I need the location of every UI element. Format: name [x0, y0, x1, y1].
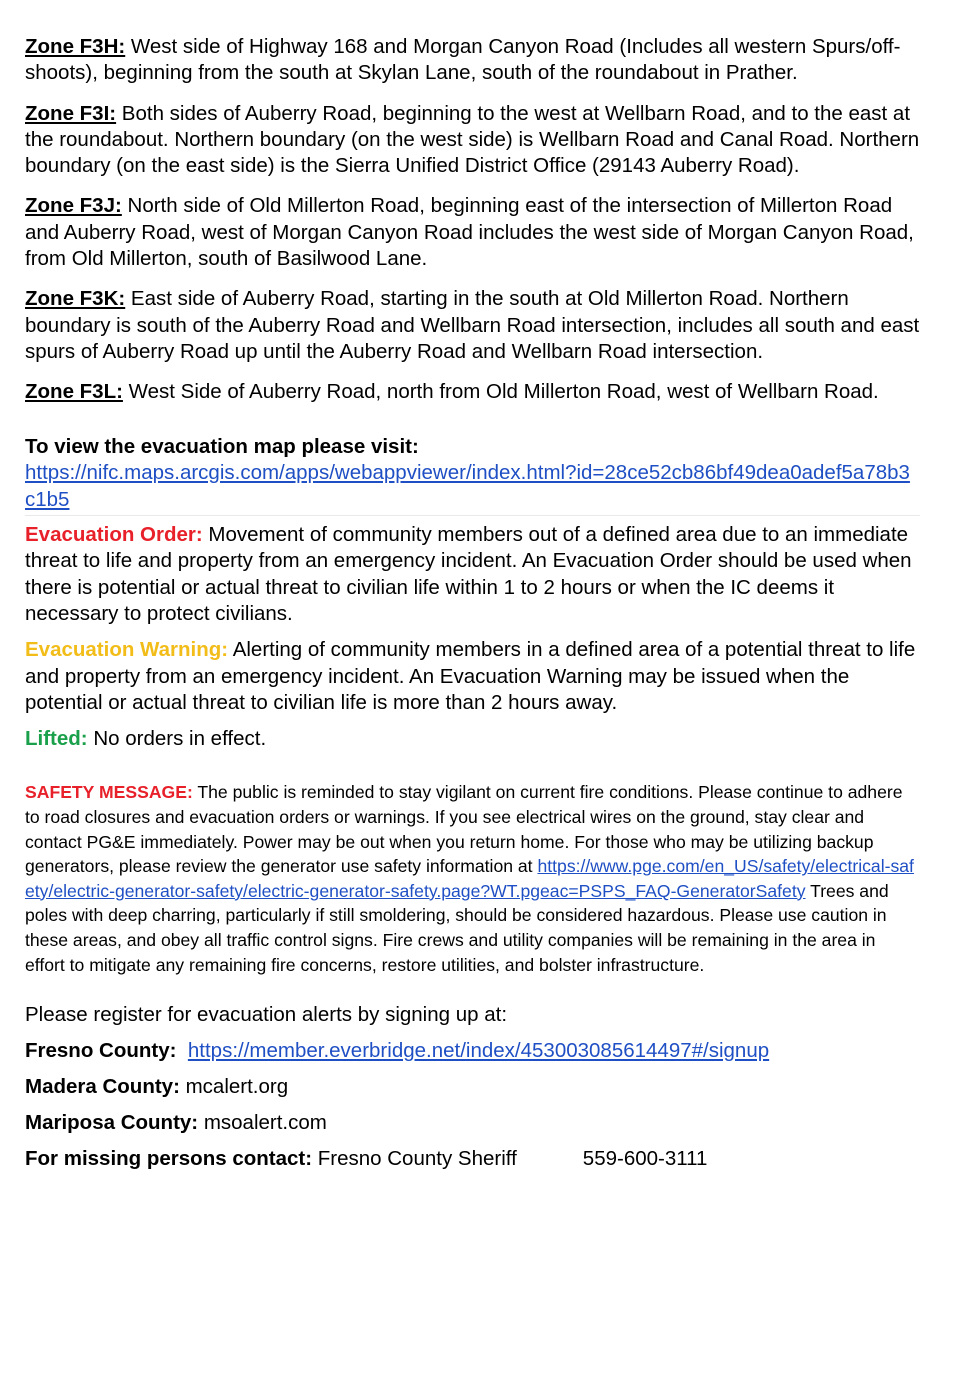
madera-county-value: mcalert.org [179, 1075, 289, 1099]
zone-f3h [25, 34, 920, 87]
madera-county-line [25, 1074, 920, 1100]
mariposa-county-value: msoalert.com [198, 1111, 327, 1135]
safety-message-label: SAFETY MESSAGE: [25, 782, 193, 803]
mariposa-county-line [25, 1110, 920, 1136]
zone-f3l [25, 379, 920, 405]
evacuation-map-section [25, 434, 920, 514]
missing-persons-phone: 559-600-3111 [582, 1147, 708, 1171]
madera-county-label: Madera County: [25, 1075, 180, 1099]
zone-f3i [25, 101, 920, 180]
fresno-signup-link[interactable]: https://member.everbridge.net/index/453003085614497#/signup [187, 1039, 770, 1063]
zone-list [25, 34, 920, 406]
lifted-text: No orders in effect. [87, 727, 267, 751]
missing-persons-line [25, 1146, 920, 1172]
lifted-definition [25, 726, 920, 752]
missing-persons-label: For missing persons contact: [25, 1147, 313, 1171]
evacuation-warning-label: Evacuation Warning: [25, 638, 229, 662]
evacuation-order-text: Movement of community members out of a defined area due to an immediate threat to life and property from an emergency incident. An Evacuation Order should be used when there is potential or actual threat to civilian life within 1 to 2 hours or when the IC deems it necessary to protect civilians. [25, 523, 912, 625]
evacuation-map-link[interactable]: https://nifc.maps.arcgis.com/apps/webappviewer/index.html?id=28ce52cb86bf49dea0adef5a78b3c1b5 [25, 461, 910, 511]
zone-label: Zone F3K: [25, 287, 126, 311]
zone-description: West side of Highway 168 and Morgan Canyon Road (Includes all western Spurs/off-shoots), beginning from the south at Skylan Lane, south of the roundabout in Prather. [25, 35, 901, 85]
registration-intro: Please register for evacuation alerts by signing up at: [25, 1003, 508, 1027]
zone-f3j [25, 193, 920, 272]
zone-label: Zone F3H: [25, 35, 126, 58]
zone-f3k [25, 286, 920, 365]
evacuation-warning-definition [25, 637, 920, 716]
missing-persons-contact: Fresno County Sheriff [312, 1147, 517, 1171]
section-divider [25, 515, 920, 516]
zone-description: East side of Auberry Road, starting in the south at Old Millerton Road. Northern boundary is south of the Auberry Road and Wellbarn Road intersection, includes all south and east spurs of Auberry Road up until the Auberry Road and Wellbarn Road intersection. [25, 287, 920, 363]
safety-message-text: The public is reminded to stay vigilant on current fire conditions. Please continue to adhere to road closures and evacuation orders or warnings. If you see electrical wires on the ground, stay clear and contact PG&E immediately. Power may be out when you return home. For those who may be utilizing backup generators, please review the generator use safety information at [25, 782, 903, 877]
fresno-county-line [25, 1038, 920, 1064]
definitions-section [25, 522, 920, 752]
fresno-county-label: Fresno County: [25, 1039, 177, 1063]
zone-description: North side of Old Millerton Road, beginning east of the intersection of Millerton Road and Auberry Road, west of Morgan Canyon Road includes the west side of Morgan Canyon Road, from Old Millerton, south of Basilwood Lane. [25, 194, 914, 271]
mariposa-county-label: Mariposa County: [25, 1111, 199, 1135]
safety-message [25, 780, 920, 977]
evacuation-order-definition [25, 522, 920, 627]
zone-label: Zone F3I: [25, 101, 117, 125]
zone-label: Zone F3J: [25, 194, 122, 218]
evacuation-order-label: Evacuation Order: [25, 523, 203, 547]
lifted-label: Lifted: [25, 727, 88, 751]
zone-description: West Side of Auberry Road, north from Old Millerton Road, west of Wellbarn Road. [122, 380, 879, 404]
zone-label: Zone F3L: [25, 380, 123, 404]
generator-safety-link[interactable]: https://www.pge.com/en_US/safety/electrical-safety/electric-generator-safety/electric-generator-safety.page?WT.pgeac=PSPS_FAQ-GeneratorSafety [25, 856, 914, 901]
zone-description: Both sides of Auberry Road, beginning to the west at Wellbarn Road, and to the east at the roundabout. Northern boundary (on the west side) is Wellbarn Road and Canal Road. Northern boundary (on the east side) is the Sierra Unified District Office (29143 Auberry Road). [25, 101, 920, 178]
evacuation-warning-text: Alerting of community members in a defined area of a potential threat to life and property from an emergency incident. An Evacuation Warning may be issued when the potential or actual threat to civilian life is more than 2 hours away. [25, 638, 916, 714]
registration-section [25, 1002, 920, 1172]
safety-message-text-continued: Trees and poles with deep charring, particularly if still smoldering, should be considered hazardous. Please use caution in these areas, and obey all traffic control signs. Fire crews and utility companies will be remaining in the area in effort to mitigate any remaining fire concerns, restore utilities, and bolster infrastructure. [25, 880, 889, 975]
evacuation-map-heading: To view the evacuation map please visit: [25, 434, 419, 458]
